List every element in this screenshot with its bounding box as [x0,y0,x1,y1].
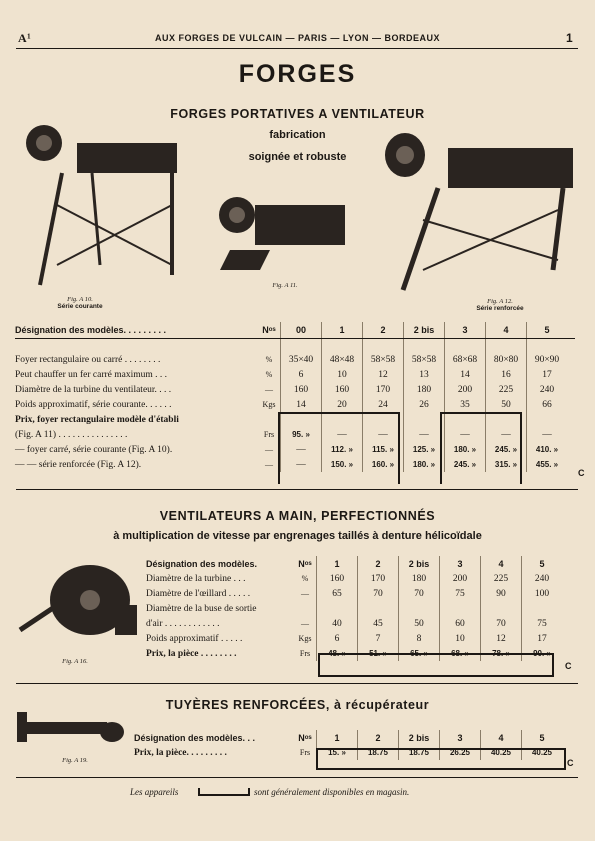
table-cell: 410. » [527,442,568,457]
table-cell: 65 [317,586,358,601]
model-col: 2 bis [399,730,440,745]
designation-label: Désignation des modèles. . . [134,732,256,743]
row-unit: — [265,445,273,454]
row-label: Poids approximatif . . . . . [146,633,243,644]
section-rule [16,777,578,778]
row-label: Prix, foyer rectangulaire modèle d'établi [15,414,179,425]
row-unit: Kgs [262,400,276,409]
model-col: 5 [527,322,568,337]
table-header-row [15,322,567,337]
table-row [15,382,567,397]
model-col: 4 [481,556,522,571]
table-cell: 35 [445,397,486,412]
table-cell: 24 [363,397,404,412]
table-row [146,601,562,616]
table-cell [399,601,440,616]
fig-a12-sub: Série renforcée [476,305,524,312]
table-cell: 6 [281,367,322,382]
table-cell: 160 [322,382,363,397]
table-cell: 13 [404,367,445,382]
section1-sub2: soignée et robuste [248,151,347,163]
model-col: 1 [317,730,358,745]
table-cell: 180. » [404,457,445,472]
section-rule [16,489,578,490]
forge-a10-illustration [22,125,187,295]
unit-header: Nᵒˢ [298,732,312,743]
table-cell: 66 [527,397,568,412]
table-cell: 160. » [363,457,404,472]
section-rule [16,683,578,684]
table-cell: 68×68 [445,352,486,367]
table-cell: — [363,427,404,442]
model-col: 2 [358,556,399,571]
table-row [146,631,562,646]
model-col: 5 [522,556,563,571]
section2-sub: à multiplication de vitesse par engrenages taillés à denture hélicoïdale [113,530,482,542]
table-cell: 225 [481,571,522,586]
table-cell: 200 [440,571,481,586]
table-row [146,586,562,601]
table-cell: 70 [481,616,522,631]
table-cell: 17 [522,631,563,646]
table-cell: 240 [522,571,563,586]
row-label: Prix, la pièce. . . . . . . . . [134,747,227,758]
fig-a10-label: Fig. A 10. [67,296,93,303]
model-col: 2 [363,322,404,337]
table-cell: 160 [281,382,322,397]
section2-heading: VENTILATEURS A MAIN, PERFECTIONNÉS [159,509,436,523]
table-cell: 15. » [317,745,358,760]
table-cell: 48. » [317,646,358,661]
table-header-row [134,730,562,745]
table-cell: 17 [527,367,568,382]
model-col: 1 [322,322,363,337]
suffix-c: C [565,661,572,671]
row-unit: % [301,574,309,583]
table-cell: 51. » [358,646,399,661]
table-cell: 225 [486,382,527,397]
row-unit: Frs [299,748,311,757]
table-cell: 40.25 [481,745,522,760]
row-label: — — série renforcée (Fig. A 12). [15,459,142,470]
table-cell: 70 [358,586,399,601]
table-cell: 75 [522,616,563,631]
row-label: (Fig. A 11) . . . . . . . . . . . . . . . [15,429,128,440]
table-cell: 160 [317,571,358,586]
table-cell: 200 [445,382,486,397]
table-cell: 68. » [440,646,481,661]
section3-heading: TUYÈRES RENFORCÉES, à récupérateur [165,698,430,712]
table-cell: — [445,427,486,442]
table-cell: 315. » [486,457,527,472]
footer-before: Les appareils [130,787,179,797]
table-cell: 95. » [281,427,322,442]
table-cell [481,601,522,616]
table-cell: 245. » [445,457,486,472]
table-row [146,571,562,586]
table-cell: 26.25 [440,745,481,760]
page-number: 1 [566,31,574,45]
table-cell: — [322,427,363,442]
table-cell: 170 [358,571,399,586]
unit-header: Nᵒˢ [262,324,276,335]
fig-a16-label: Fig. A 16. [62,658,88,665]
ventilator-illustration [15,560,140,655]
table-cell: 45 [358,616,399,631]
row-unit: Frs [263,430,275,439]
suffix-c: C [578,468,585,478]
model-col: 4 [481,730,522,745]
row-unit: Kgs [298,634,312,643]
fig-a11-label: Fig. A 11. [272,282,298,289]
table-cell: 100 [522,586,563,601]
table-row [15,352,567,367]
row-label: Prix, la pièce . . . . . . . . [146,648,237,659]
row-unit [294,601,317,616]
table-cell: — [281,442,322,457]
table-cell: 58×58 [363,352,404,367]
model-col: 3 [445,322,486,337]
company-header: AUX FORGES DE VULCAIN — PARIS — LYON — BORDEAUX [154,33,441,43]
table-rule [15,338,575,339]
table-cell: 125. » [404,442,445,457]
section1-sub1: fabrication [269,129,326,141]
table-cell: 12 [481,631,522,646]
row-unit: — [265,460,273,469]
unit-header: Nᵒˢ [298,558,312,569]
table-cell: 18.75 [399,745,440,760]
row-label: — foyer carré, série courante (Fig. A 10). [15,444,173,455]
row-label: Peut chauffer un fer carré maximum . . . [15,369,168,380]
row-label: d'air . . . . . . . . . . . . [146,618,220,629]
table-cell [527,412,568,427]
model-col: 4 [486,322,527,337]
table-cell: 70 [399,586,440,601]
model-col: 2 bis [399,556,440,571]
tuyere-illustration [12,710,127,755]
table-cell: 12 [363,367,404,382]
table-cell: 75 [440,586,481,601]
fig-a10-sub: Série courante [57,303,103,310]
table-cell: 40.25 [522,745,563,760]
table-cell: 80×80 [486,352,527,367]
table-row [15,367,567,382]
section1-heading: FORGES PORTATIVES A VENTILATEUR [170,107,425,121]
price-box [318,653,554,677]
table-cell: 170 [363,382,404,397]
row-unit: — [301,589,309,598]
model-col: 3 [440,730,481,745]
forge-a12-illustration [383,130,578,295]
availability-box [278,412,400,484]
price-box [316,748,566,770]
table-cell: — [486,427,527,442]
availability-box [440,412,522,484]
row-unit: % [265,355,273,364]
table-cell: 180 [399,571,440,586]
table-cell: 48×48 [322,352,363,367]
table-cell: 245. » [486,442,527,457]
row-unit: — [265,385,273,394]
table-cell: — [404,427,445,442]
row-label: Diamètre de la turbine du ventilateur. . . . [15,384,172,395]
table-cell: 20 [322,397,363,412]
model-col: 00 [281,322,322,337]
table-cell: 40 [317,616,358,631]
table-cell [522,601,563,616]
table-cell [404,412,445,427]
table-cell: 150. » [322,457,363,472]
table-cell: 78. » [481,646,522,661]
table-cell: 58×58 [404,352,445,367]
table-header-row [146,556,562,571]
row-unit: % [265,370,273,379]
row-unit: Frs [299,649,311,658]
table-cell: 10 [322,367,363,382]
table-cell: 180. » [445,442,486,457]
fig-a19-label: Fig. A 19. [62,757,88,764]
table-cell [358,601,399,616]
model-col: 1 [317,556,358,571]
table-cell: 18.75 [358,745,399,760]
footer-after: sont généralement disponibles en magasin. [254,787,410,797]
page-code: A¹ [18,31,32,45]
model-col: 2 [358,730,399,745]
table-row [146,616,562,631]
table-cell: 50 [486,397,527,412]
designation-label: Désignation des modèles. [146,558,258,569]
model-col: 5 [522,730,563,745]
table-cell: 90 [481,586,522,601]
table-cell: 240 [527,382,568,397]
table-cell: 14 [445,367,486,382]
forge-a11-illustration [215,195,350,275]
row-label: Diamètre de l'œillard . . . . . [146,588,251,599]
table-cell: 16 [486,367,527,382]
table-cell: 7 [358,631,399,646]
table-cell: 10 [440,631,481,646]
table-cell: — [281,457,322,472]
table-cell: 60 [440,616,481,631]
table-row [15,397,567,412]
table-cell: 8 [399,631,440,646]
page-title: FORGES [238,60,357,88]
model-col: 2 bis [404,322,445,337]
table-cell: 90. » [522,646,563,661]
row-label: Diamètre de la buse de sortie [146,603,257,614]
table-cell [440,601,481,616]
table-cell: 65. » [399,646,440,661]
table-cell: 115. » [363,442,404,457]
table-cell: 50 [399,616,440,631]
table-cell: 14 [281,397,322,412]
table-cell: — [527,427,568,442]
row-unit: — [301,619,309,628]
table-cell: 26 [404,397,445,412]
header-rule [16,48,578,49]
table-cell: 112. » [322,442,363,457]
table-cell: 6 [317,631,358,646]
row-label: Diamètre de la turbine . . . [146,573,246,584]
ventilators-table [146,556,562,661]
table-cell: 35×40 [281,352,322,367]
fig-a12-label: Fig. A 12. [487,298,513,305]
table-cell: 90×90 [527,352,568,367]
suffix-c: C [567,758,574,768]
footer-box-symbol [198,788,250,796]
table-cell: 180 [404,382,445,397]
row-label: Foyer rectangulaire ou carré . . . . . . . . [15,354,161,365]
table-cell [317,601,358,616]
table-cell: 455. » [527,457,568,472]
designation-label: Désignation des modèles. . . . . . . . . [15,324,167,335]
row-label: Poids approximatif, série courante. . . . . . [15,399,172,410]
model-col: 3 [440,556,481,571]
